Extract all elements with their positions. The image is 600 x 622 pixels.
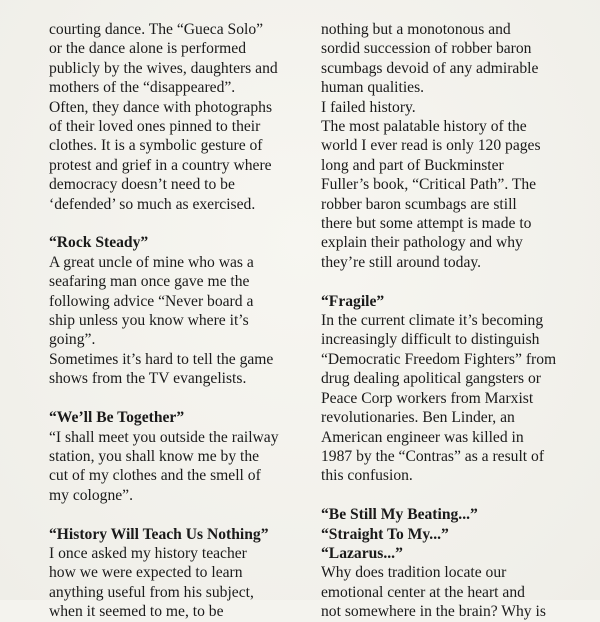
rock-steady-section — [49, 233, 309, 388]
text-line: shows from the TV evangelists. — [49, 370, 247, 388]
section-heading: “We’ll Be Together” — [49, 409, 185, 427]
history-continued-paragraph — [321, 20, 583, 272]
text-line: In the current climate it’s becoming — [321, 312, 544, 330]
text-line: Sometimes it’s hard to tell the game — [49, 350, 274, 368]
left-column — [49, 20, 309, 622]
text-line: scumbags devoid of any admirable — [321, 59, 539, 77]
text-line: publicly by the wives, daughters and — [49, 59, 278, 77]
text-line: when it seemed to me, to be — [49, 603, 224, 621]
text-line: Fuller’s book, “Critical Path”. The — [321, 176, 537, 194]
gueca-solo-paragraph — [49, 20, 309, 214]
right-column — [321, 20, 583, 622]
text-line: this confusion. — [321, 467, 413, 485]
text-line: Peace Corp workers from Marxist — [321, 389, 534, 407]
history-section — [49, 525, 309, 622]
text-line: there but some attempt is made to — [321, 215, 532, 233]
well-be-together-section — [49, 408, 309, 505]
text-line: Often, they dance with photographs — [49, 98, 273, 116]
text-line: “Democratic Freedom Fighters” from — [321, 350, 557, 368]
text-line: station, you shall know me by the — [49, 447, 260, 465]
text-line: explain their pathology and why — [321, 234, 523, 252]
text-line: The most palatable history of the — [321, 118, 527, 136]
text-line: cut of my clothes and the smell of — [49, 467, 261, 485]
text-line: “I shall meet you outside the railway — [49, 428, 279, 446]
text-line: 1987 by the “Contras” as a result of — [321, 447, 545, 465]
section-heading: “Rock Steady” — [49, 234, 149, 252]
text-line: A great uncle of mine who was a — [49, 253, 254, 271]
text-line: drug dealing apolitical gangsters or — [321, 370, 541, 388]
text-line: mothers of the “disappeared”. — [49, 79, 236, 97]
text-line: American engineer was killed in — [321, 428, 524, 446]
text-line: Why does tradition locate our — [321, 564, 507, 582]
text-line: anything useful from his subject, — [49, 583, 254, 601]
text-line: robber baron scumbags are still — [321, 195, 517, 213]
text-line: protest and grief in a country where — [49, 156, 272, 174]
section-heading: “History Will Teach Us Nothing” — [49, 525, 269, 543]
text-line: clothes. It is a symbolic gesture of — [49, 137, 263, 155]
text-line: democracy doesn’t need to be — [49, 176, 235, 194]
text-line: I once asked my history teacher — [49, 544, 247, 562]
section-heading: “Be Still My Beating...” — [321, 506, 478, 524]
section-heading: “Straight To My...” — [321, 525, 449, 543]
text-line: courting dance. The “Gueca Solo” — [49, 21, 264, 38]
text-line: or the dance alone is performed — [49, 40, 247, 58]
text-line: of their loved ones pinned to their — [49, 118, 261, 136]
text-line: sordid succession of robber baron — [321, 40, 532, 58]
text-line: increasingly difficult to distinguish — [321, 331, 540, 349]
text-line: long and part of Buckminster — [321, 156, 504, 174]
text-line: I failed history. — [321, 98, 416, 116]
text-line: human qualities. — [321, 79, 425, 97]
section-heading: “Lazarus...” — [321, 544, 403, 562]
text-line: not somewhere in the brain? Why is — [321, 603, 546, 621]
text-line: nothing but a monotonous and — [321, 21, 511, 38]
text-line: seafaring man once gave me the — [49, 273, 250, 291]
text-line: my cologne”. — [49, 486, 134, 504]
text-line: world I ever read is only 120 pages — [321, 137, 541, 155]
text-line: ship unless you know where it’s — [49, 312, 249, 330]
text-line: how we were expected to learn — [49, 564, 243, 582]
fragile-section — [321, 292, 583, 486]
text-line: revolutionaries. Ben Linder, an — [321, 409, 515, 427]
beating-section — [321, 505, 583, 621]
text-line: they’re still around today. — [321, 253, 482, 271]
text-line: going”. — [49, 331, 96, 349]
section-heading: “Fragile” — [321, 292, 385, 310]
text-line: emotional center at the heart and — [321, 583, 525, 601]
text-line: following advice “Never board a — [49, 292, 254, 310]
text-line: ‘defended’ so much as exercised. — [49, 195, 256, 213]
